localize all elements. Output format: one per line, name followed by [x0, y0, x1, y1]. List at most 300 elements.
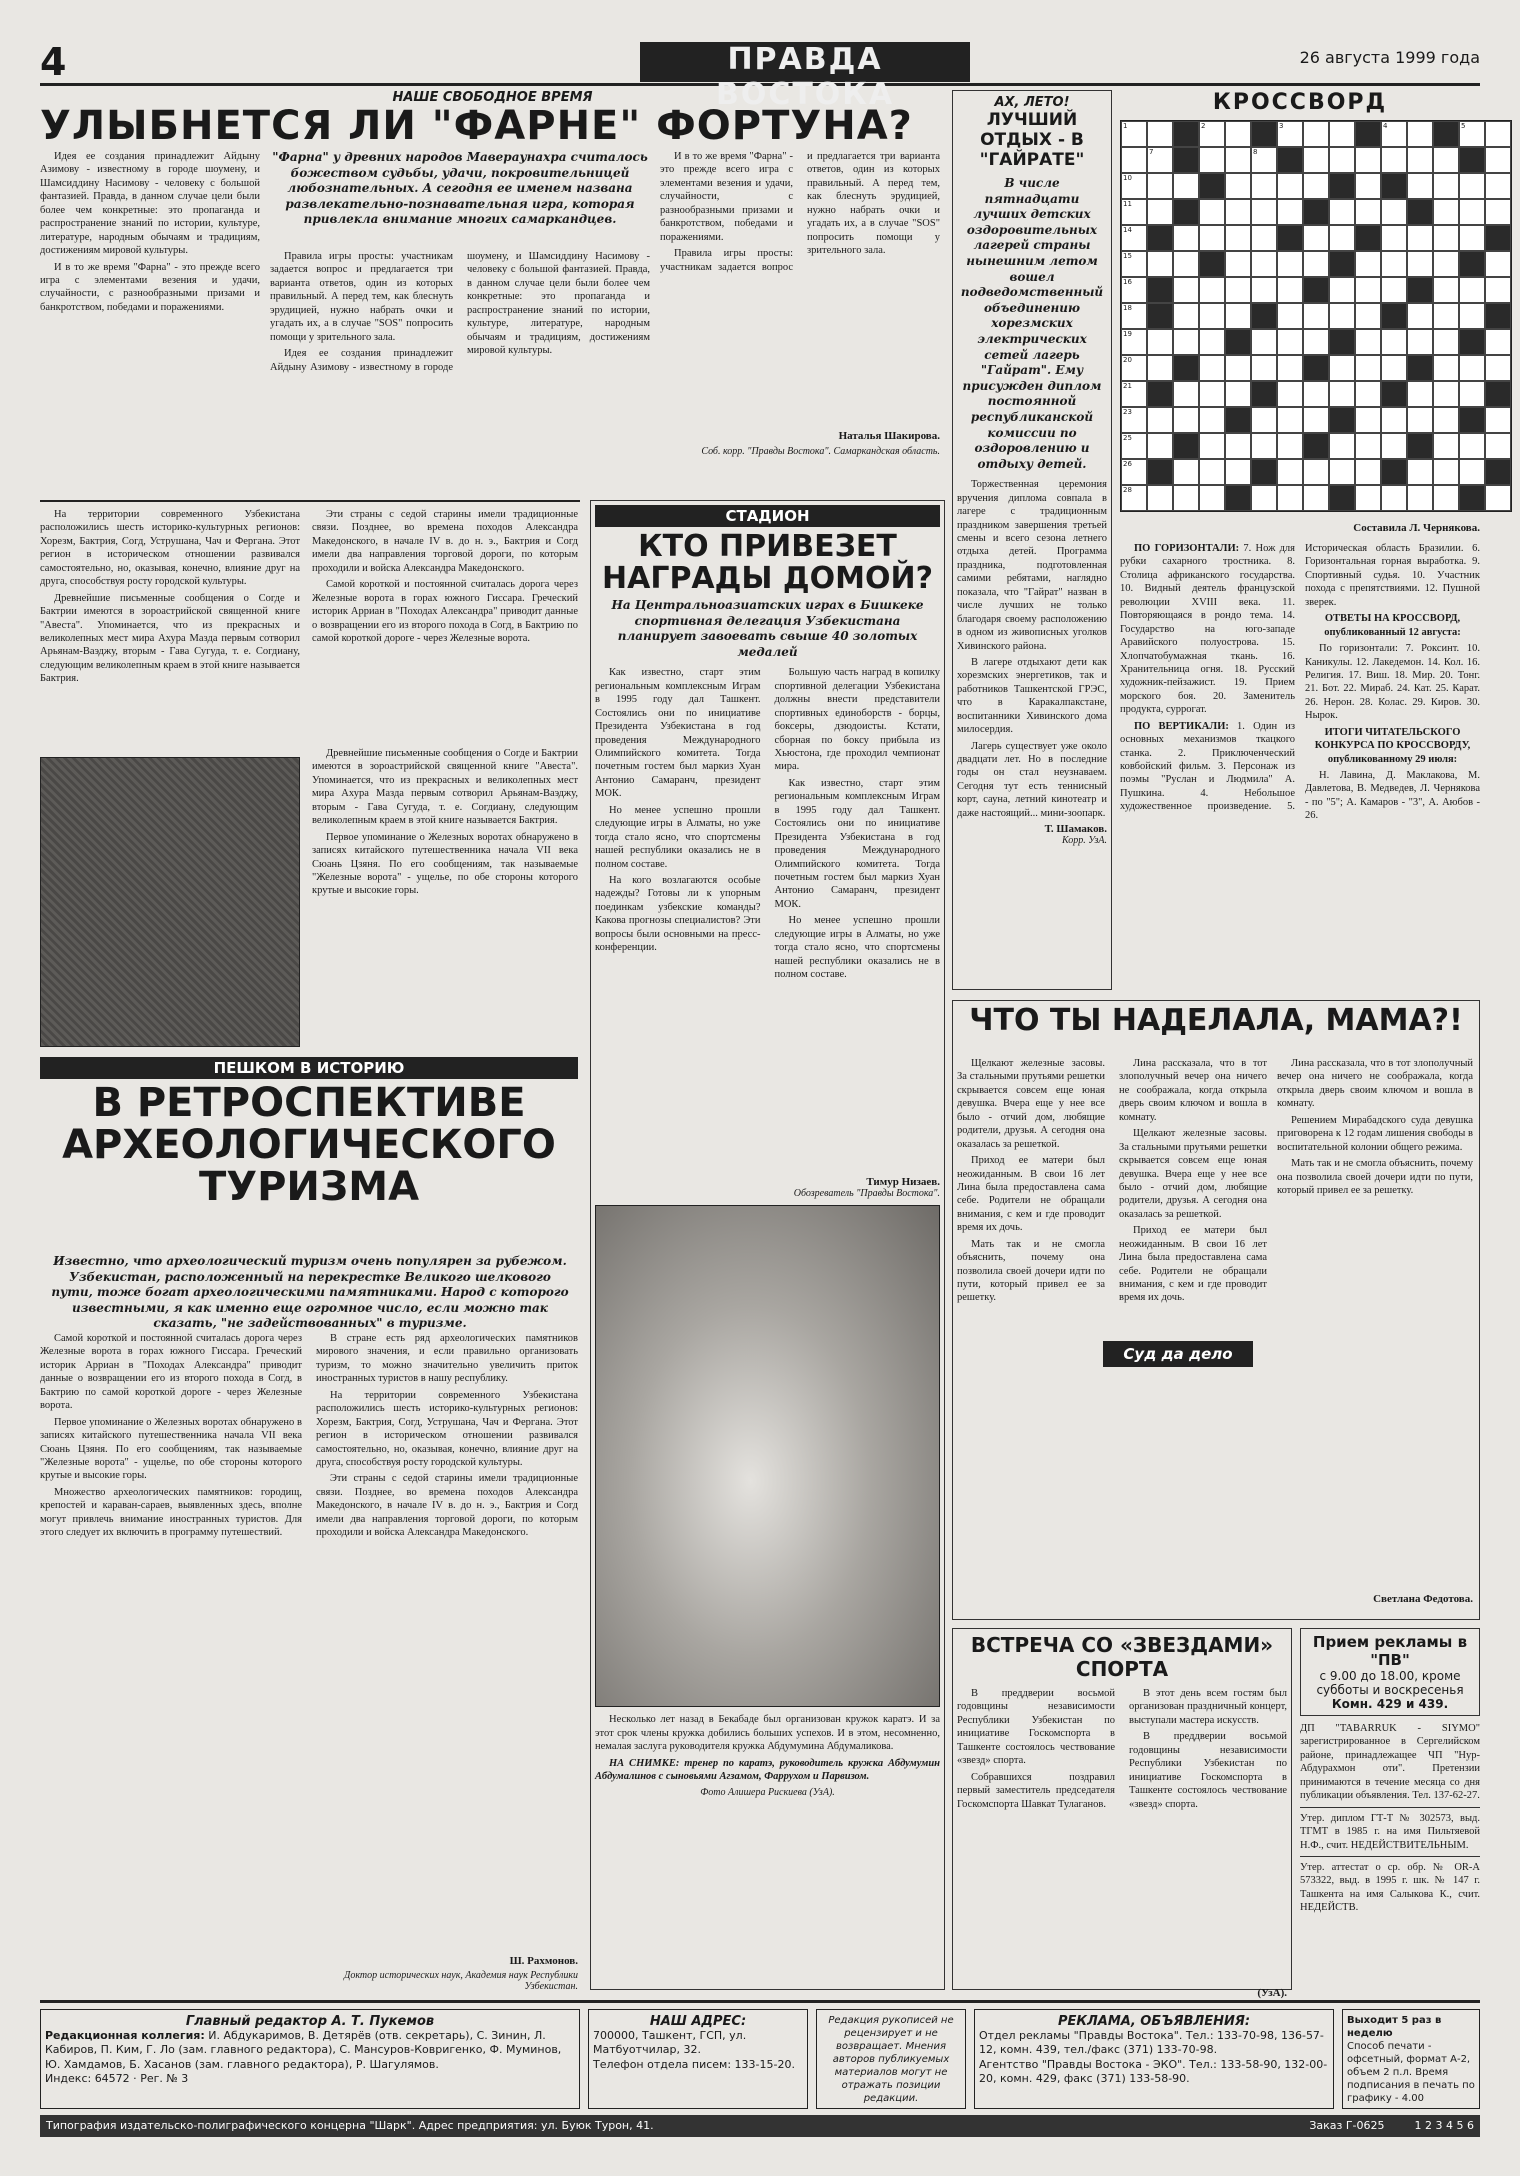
- crossword-cell: [1173, 459, 1199, 485]
- page-number: 4: [40, 40, 67, 84]
- crossword-cell: [1485, 199, 1511, 225]
- footer-ads-1: Отдел рекламы "Правды Востока". Тел.: 133-70-98, 136-57-12, комн. 439, тел./факс (371) 133-70-98.: [979, 2029, 1324, 2057]
- crossword-cell: [1381, 173, 1407, 199]
- crossword-cell: [1433, 355, 1459, 381]
- crossword-cell: [1459, 407, 1485, 433]
- crossword-cell: [1173, 355, 1199, 381]
- crossword-cell: [1329, 147, 1355, 173]
- crossword-cell: [1225, 277, 1251, 303]
- archaeology-paragraph: Эти страны с седой старины имели традиционные связи. Позднее, во времена походов Александра Македонского, в начале IV в. до н. э., Бактрия и Согд имели два направления торговой дороги, по которым проходили и войска Александра Македонского.: [316, 1473, 578, 1539]
- archaeology-title: [40, 1082, 578, 1247]
- crossword-cell: [1277, 251, 1303, 277]
- stars-article: [952, 1628, 1292, 1999]
- mama-paragraph: Приход ее матери был неожиданным. В свои 16 лет Лина была предоставлена сама себе. Родители не обращали внимания, с кем и где проводит время их дочь.: [957, 1155, 1105, 1234]
- crossword-cell: [1485, 251, 1511, 277]
- ad-reception-box: [1300, 1628, 1480, 1716]
- crossword-cell: [1303, 147, 1329, 173]
- crossword-cell: [1147, 277, 1173, 303]
- footer-address: 700000, Ташкент, ГСП, ул. Матбуотчилар, 32.: [593, 2029, 747, 2057]
- paper-name: ПРАВДА ВОСТОКА: [640, 42, 970, 82]
- crossword-cell: [1459, 225, 1485, 251]
- crossword-cell: [1485, 173, 1511, 199]
- crossword-cell: [1407, 251, 1433, 277]
- crossword-cell: 10: [1121, 173, 1147, 199]
- crossword-cell: [1225, 355, 1251, 381]
- crossword-cell: [1303, 433, 1329, 459]
- crossword-cell: 8: [1251, 147, 1277, 173]
- ads-column: [1300, 1628, 1480, 1990]
- archaeology-paragraph: Множество археологических памятников: городищ, крепостей и караван-сараев, выявленных здесь, вполне могут привлечь внимание иностранных туристов. Для этого следует их включить в программу путешествий.: [40, 1486, 302, 1539]
- crossword-cell: 21: [1121, 381, 1147, 407]
- crossword-cell: [1173, 277, 1199, 303]
- crossword-cell: [1381, 277, 1407, 303]
- crossword-cell: [1485, 277, 1511, 303]
- crossword-cell: [1225, 433, 1251, 459]
- crossword-cell: [1329, 251, 1355, 277]
- crossword-cell: [1147, 225, 1173, 251]
- footer-letters-phone: Телефон отдела писем: 133-15-20.: [593, 2057, 795, 2071]
- mama-signature: Светлана Федотова.: [1373, 1593, 1473, 1605]
- crossword-cell: 20: [1121, 355, 1147, 381]
- crossword-cell: [1355, 251, 1381, 277]
- crossword-cell: [1199, 459, 1225, 485]
- gairat-kicker: АХ, ЛЕТО!: [994, 95, 1070, 110]
- stars-paragraph: В преддверии восьмой годовщины независимости Республики Узбекистан по инициативе Госкомспорта в Ташкенте состоялось чествование «звезд» спорта.: [957, 1688, 1115, 1767]
- stadium-title: КТО ПРИВЕЗЕТ НАГРАДЫ ДОМОЙ?: [602, 529, 933, 596]
- crossword-cell: [1355, 277, 1381, 303]
- archaeology-signature-role: Доктор исторических наук, Академия наук Республики Узбекистан.: [344, 1970, 578, 1992]
- crossword-cell: 16: [1121, 277, 1147, 303]
- mama-paragraph: Приход ее матери был неожиданным. В свои 16 лет Лина была предоставлена сама себе. Родители не обращали внимания, с кем и где проводит время их дочь.: [1119, 1225, 1267, 1304]
- archaeology-body-4: [40, 1332, 578, 1972]
- ad-reception-room: Комн. 429 и 439.: [1331, 1697, 1449, 1711]
- crossword-cell: [1277, 329, 1303, 355]
- farna-paragraph: Правила игры просты: участникам задается вопрос и предлагается три варианта ответов, один из которых правильный. А перед тем, как блеснуть эрудицией, нужно набрать очки и угадать их, а в случае "SOS" попросить помощи у зрительного зала.: [660, 151, 940, 273]
- crossword-cell: [1355, 147, 1381, 173]
- farna-title: УЛЫБНЕТСЯ ЛИ "ФАРНЕ" ФОРТУНА?: [40, 103, 913, 149]
- crossword-answers-head: ОТВЕТЫ НА КРОССВОРД, опубликованный 12 августа:: [1324, 613, 1461, 638]
- crossword-cell: [1381, 355, 1407, 381]
- ad-reception-title: Прием рекламы в "ПВ": [1312, 1633, 1468, 1669]
- crossword-cell: [1485, 121, 1511, 147]
- crossword-cell: [1277, 277, 1303, 303]
- crossword-answers: По горизонтали: 7. Роксинт. 10. Каникулы. 12. Лакедемон. 14. Кол. 16. Религия. 17. Виш. 18. Мир. 20. Тонг. 21. Бот. 22. Мираб. 24. Кат. 25. Карат. 26. Нерон. 28. Колас. 29. Киров. 30. Нырок.: [1305, 643, 1480, 722]
- crossword-cell: [1433, 277, 1459, 303]
- stars-paragraph: Собравшихся поздравил первый заместитель председателя Госкомспорта Шавкат Тулаганов.: [957, 1771, 1115, 1810]
- farna-paragraph: Идея ее создания принадлежит Айдыну Азимову - известному в городе шоумену, и Шамсиддину Насимову - человеку с большой фантазией. Правда, в данном случае цели были более чем конкретные: это пропаганда и распространение знаний по истории, культуре, литературе, народным обычаям и традициям, достижениям мировой культуры.: [270, 251, 650, 373]
- karate-photo: [595, 1205, 940, 1707]
- crossword-cell: [1173, 433, 1199, 459]
- crossword-cell: [1277, 485, 1303, 511]
- crossword-cell: [1433, 381, 1459, 407]
- crossword-cell: [1251, 225, 1277, 251]
- mama-paragraph: Щелкают железные засовы. За стальными прутьями решетки скрывается совсем еще юная девушка. Вчера еще у нее все было - отчий дом, любящие родители, друзья. А сегодня она оказалась за решеткой.: [957, 1058, 1105, 1150]
- crossword-cell: [1225, 199, 1251, 225]
- footer-reg: Рег. № 3: [140, 2071, 189, 2085]
- crossword-cell: [1329, 407, 1355, 433]
- farna-paragraph: Правила игры просты: участникам задается вопрос и предлагается три варианта ответов, один из которых правильный. А перед тем, как блеснуть эрудицией, нужно набрать очки и угадать их, а в случае "SOS" попросить помощи у зрительного зала.: [270, 251, 453, 343]
- stadium-paragraph: Большую часть наград в копилку спортивной делегации Узбекистана должны внести представители спортивных единоборств - борцы, боксеры, дзюдоисты. Кстати, сборная по боксу прибыла из Хьюстона, где проходил чемпионат мира.: [774, 667, 940, 773]
- crossword-cell: [1355, 407, 1381, 433]
- crossword-cell: [1355, 459, 1381, 485]
- crossword-cell: [1485, 147, 1511, 173]
- footer-index: Индекс: 64572: [45, 2071, 130, 2085]
- crossword-cell: [1355, 485, 1381, 511]
- footer-address-head: НАШ АДРЕС:: [649, 2014, 747, 2029]
- archaeology-paragraph: Самой короткой и постоянной считалась дорога через Железные ворота в горах южного Гиссара. Греческий историк Арриан в "Походах Александра" приводит данные о возвращении его из второго похода в Согд, в Бактрию по самой короткой дороге - через Железные ворота.: [312, 579, 578, 644]
- crossword-cell: [1147, 485, 1173, 511]
- archaeology-title-line: ТУРИЗМА: [198, 1164, 420, 1210]
- archaeology-signature: Ш. Рахмонов.: [509, 1955, 578, 1967]
- crossword-cell: [1225, 173, 1251, 199]
- archaeology-paragraph: Эти страны с седой старины имели традиционные связи. Позднее, во времена походов Александра Македонского, в начале IV в. до н. э., Бактрия и Согд имели два направления торговой дороги, по которым проходили и войска Александра Македонского.: [312, 509, 578, 574]
- crossword-cell: [1225, 407, 1251, 433]
- crossword-cell: [1251, 381, 1277, 407]
- crossword-cell: [1147, 329, 1173, 355]
- crossword-cell: [1381, 433, 1407, 459]
- footer-schedule-box: [1342, 2009, 1480, 2109]
- crossword-cell: [1407, 355, 1433, 381]
- crossword-cell: [1459, 329, 1485, 355]
- farna-paragraph: И в то же время "Фарна" - это прежде всего игра с элементами везения и удачи, случайности, с разнообразными призами и банкротством, победами и поражениями.: [660, 151, 793, 243]
- court-band: Суд да дело: [1103, 1341, 1253, 1367]
- crossword-cell: [1459, 277, 1485, 303]
- farna-paragraph: Идея ее создания принадлежит Айдыну Азимову - известному в городе шоумену, и Шамсиддину Насимову - человеку с большой фантазией. Правда, в данном случае цели были более чем конкретные: это пропаганда и распространение знаний по истории, культуре, литературе, народным обычаям и традициям, достижениям мировой культуры.: [40, 151, 260, 257]
- crossword-cell: [1329, 485, 1355, 511]
- crossword-cell: [1251, 121, 1277, 147]
- crossword-cell: [1251, 173, 1277, 199]
- crossword-cell: [1433, 173, 1459, 199]
- crossword-cell: [1277, 303, 1303, 329]
- crossword-cell: [1277, 199, 1303, 225]
- stars-title: ВСТРЕЧА СО «ЗВЕЗДАМИ» СПОРТА: [970, 1633, 1274, 1681]
- crossword-cell: [1329, 329, 1355, 355]
- crossword-vertical-clues: 1. Один из основных механизмов ткацкого станка. 2. Приключенческий ковбойский фильм. 3. Персонаж из поэмы "Руслан и Людмила" А. Пушкина. 4. Небольшое художественное произведение. 5. Историческая область Бразилии. 6. Горизонтальная горная выработка. 9. Спортивный судья. 10. Участник похода с препятствиями. 12. Пушной зверек.: [1120, 543, 1480, 813]
- farna-signature: Наталья Шакирова.: [838, 430, 940, 442]
- crossword-cell: [1147, 251, 1173, 277]
- crossword-cell: [1173, 225, 1199, 251]
- gairat-signature: Т. Шамаков.: [1044, 823, 1107, 836]
- crossword-cell: [1381, 147, 1407, 173]
- crossword-cell: [1199, 381, 1225, 407]
- crossword-cell: [1459, 303, 1485, 329]
- archaeology-paragraph: Самой короткой и постоянной считалась дорога через Железные ворота в горах южного Гиссара. Греческий историк Арриан в "Походах Александра" приводит данные о возвращении его из второго похода в Согд, в Бактрию по самой короткой дороге - через Железные ворота.: [40, 1333, 302, 1412]
- crossword-cell: 23: [1121, 407, 1147, 433]
- crossword-cell: 28: [1121, 485, 1147, 511]
- ad-reception-hours: с 9.00 до 18.00, кроме субботы и воскресенья: [1316, 1669, 1464, 1697]
- crossword-cell: [1303, 173, 1329, 199]
- gairat-paragraph: Лагерь существует уже около двадцати лет. Но в последние годы он стал неузнаваем. Сегодня тут есть теннисный корт, сауна, летний кинотеатр и даже настоящий... мини-зоопарк.: [957, 740, 1107, 819]
- crossword-cell: [1407, 225, 1433, 251]
- gairat-paragraph: В лагере отдыхают дети как хорезмских энергетиков, так и работников Ташкентской ГРЭС, что в Каракалпакстане, воспитанники Хивинского дома милосердия.: [957, 656, 1107, 736]
- crossword-cell: [1199, 485, 1225, 511]
- stadium-photo-credit: Фото Алишера Рискиева (УзА).: [700, 1786, 835, 1798]
- crossword-cell: 5: [1459, 121, 1485, 147]
- crossword-cell: [1251, 277, 1277, 303]
- crossword-cell: [1329, 303, 1355, 329]
- stadium-paragraph: Но менее успешно прошли следующие игры в Алматы, но уже тогда стало ясно, что спортсмены нашей республики оказались не в полном составе.: [774, 915, 940, 980]
- stadium-signature-role: Обозреватель "Правды Востока".: [793, 1188, 940, 1200]
- crossword-cell: [1199, 147, 1225, 173]
- crossword-cell: [1381, 199, 1407, 225]
- stadium-paragraph: На кого возлагаются особые надежды? Готовы ли к упорным поединкам узбекские команды? Какова прогнозы специалистов? Эти вопросы были основными на пресс-конференции.: [595, 874, 761, 954]
- crossword-cell: [1381, 225, 1407, 251]
- stadium-paragraph: Но менее успешно прошли следующие игры в Алматы, но уже тогда стало ясно, что спортсмены нашей республики оказались не в полном составе.: [595, 804, 761, 870]
- archaeology-title-line: В РЕТРОСПЕКТИВЕ: [92, 1080, 526, 1126]
- crossword-cell: [1225, 329, 1251, 355]
- crossword-cell: [1329, 225, 1355, 251]
- crossword-cell: [1459, 147, 1485, 173]
- footer-address-box: [588, 2009, 808, 2109]
- mama-body-2: [1277, 1057, 1473, 1577]
- mama-paragraph: Лина рассказала, что в тот злополучный вечер она ничего не соображала, когда открыла дверь своим ключом и вошла в комнату.: [1277, 1058, 1473, 1110]
- crossword-cell: [1173, 329, 1199, 355]
- crossword-cell: [1433, 121, 1459, 147]
- crossword-cell: [1407, 199, 1433, 225]
- crossword-cell: [1303, 121, 1329, 147]
- crossword-cell: [1355, 355, 1381, 381]
- crossword-contest-head: ИТОГИ ЧИТАТЕЛЬСКОГО КОНКУРСА ПО КРОССВОРДУ, опубликованному 29 июля:: [1314, 726, 1471, 765]
- crossword-cell: [1147, 407, 1173, 433]
- stars-signature: (УзА).: [1257, 1987, 1287, 1999]
- crossword-cell: [1407, 485, 1433, 511]
- archaeology-paragraph: Первое упоминание о Железных воротах обнаружено в записях китайского путешественника начала VII века Сюань Цзяня. По его сообщениям, так называемые "Железные ворота" - ущелье, по обе стороны которого крутые и высокие горы.: [312, 831, 578, 897]
- gairat-article: [952, 90, 1112, 990]
- archaeology-paragraph: Древнейшие письменные сообщения о Согде и Бактрии имеются в зороастрийской священной книге "Авеста". Упоминается, что из прекрасных и великолепных мест мира Ахура Мазда первым сотворил Арьянам-Ваэджу, вторым - Гава Сугуда, т. е. Согдиану, следующим великолепным краем в этой книге называется Бактрия.: [40, 592, 300, 685]
- crossword-cell: [1329, 121, 1355, 147]
- crossword-cell: [1355, 329, 1381, 355]
- stadium-paragraph: Как известно, старт этим региональным комплексным Играм в 1995 году дал Ташкент. Состоялись они по инициативе Президента Узбекистана в год проведения Международного Олимпийского комитета. Тогда почетным гостем был маркиз Хуан Антонио Самаранч, президент МОК.: [774, 777, 940, 910]
- crossword-cell: [1407, 303, 1433, 329]
- crossword-cell: [1355, 381, 1381, 407]
- archaeology-article: [40, 500, 580, 1990]
- crossword-cell: [1147, 303, 1173, 329]
- footer-print-method: Способ печати - офсетный, формат А-2, объем 2 п.л. Время подписания в печать по графику - 4.00: [1347, 2041, 1475, 2104]
- crossword-cell: [1485, 407, 1511, 433]
- farna-paragraph: И в то же время "Фарна" - это прежде всего игра с элементами везения и удачи, случайности, с разнообразными призами и банкротством, победами и поражениями.: [40, 261, 260, 313]
- crossword-cell: [1251, 485, 1277, 511]
- crossword-cell: [1303, 303, 1329, 329]
- crossword-cell: [1225, 251, 1251, 277]
- crossword-cell: [1407, 381, 1433, 407]
- crossword-cell: [1225, 459, 1251, 485]
- footer-schedule: Выходит 5 раз в неделю: [1347, 2015, 1442, 2039]
- crossword-cell: [1199, 251, 1225, 277]
- crossword-cell: [1485, 485, 1511, 511]
- crossword-cell: [1199, 355, 1225, 381]
- crossword-cell: [1147, 355, 1173, 381]
- crossword-cell: [1329, 173, 1355, 199]
- crossword-vertical-head: ПО ВЕРТИКАЛИ:: [1134, 720, 1229, 732]
- crossword-cell: [1381, 303, 1407, 329]
- crossword-cell: [1251, 407, 1277, 433]
- crossword-cell: [1303, 355, 1329, 381]
- stadium-kicker: СТАДИОН: [595, 505, 940, 527]
- crossword-cell: [1407, 121, 1433, 147]
- crossword-cell: [1173, 407, 1199, 433]
- crossword-cell: [1407, 277, 1433, 303]
- crossword-cell: [1329, 355, 1355, 381]
- issue-date: 26 августа 1999 года: [1299, 48, 1480, 67]
- crossword-horizontal-clues: 7. Нож для рубки сахарного тростника. 8. Столица африканского государства. 10. Видный деятель французской революции XVIII века. 11. Повторяющаяся в рондо тема. 14. Государство на юго-западе Аравийского полуострова. 15. Хлопчатобумажная ткань. 16. Хранительница огня. 18. Русский художник-пейзажист. 19. Прием морского боя. 20. Заменитель продукта, суррогат.: [1120, 543, 1295, 716]
- crossword-cell: [1485, 459, 1511, 485]
- footer: [40, 2000, 1480, 2140]
- mama-title: ЧТО ТЫ НАДЕЛАЛА, МАМА?!: [969, 1003, 1463, 1038]
- crossword-cell: [1433, 329, 1459, 355]
- ad-notice-2: Утер. диплом ГТ-Т № 302573, выд. ТГМТ в 1985 г. на имя Пильтяевой Н.Ф., счит. НЕДЕЙСТВИТЕЛЬНЫМ.: [1300, 1812, 1480, 1857]
- crossword-cell: [1277, 355, 1303, 381]
- stadium-caption-2: НА СНИМКЕ: тренер по каратэ, руководитель кружка Абдумумин Абдумалинов с сыновьями Агзамом, Фаррухом и Парвизом.: [595, 1757, 940, 1783]
- crossword-contest: Н. Лавина, Д. Маклакова, М. Давлетова, В. Медведев, Л. Чернякова - по "5"; А. Камаров - "3", А. Аюбов - 26.: [1305, 770, 1480, 822]
- archaeology-body-1: [40, 508, 300, 753]
- ad-notice-1: ДП "TABARRUK - SIYMO" зарегистрированное в Сергелийском районе, принадлежащее ЧП "Нур-Абдурахмон оти". Претензии принимаются в течение месяца со дня публикации объявления. Тел. 137-62-27.: [1300, 1722, 1480, 1808]
- crossword-grid: [1120, 120, 1512, 512]
- footer-editor: Главный редактор А. Т. Пукемов: [185, 2014, 435, 2029]
- crossword-cell: 14: [1121, 225, 1147, 251]
- footer-order: Заказ Г-0625: [1309, 2119, 1385, 2132]
- crossword-cell: [1251, 355, 1277, 381]
- crossword-cell: [1485, 303, 1511, 329]
- crossword-cell: [1277, 173, 1303, 199]
- crossword-cell: [1485, 225, 1511, 251]
- farna-lead: "Фарна" у древних народов Мавераунахра считалось божеством судьбы, удачи, покровительницей любознательных. А сегодня ее именем названа развлекательно-познавательная игра, которая привлекла внимание многих самаркандцев.: [272, 150, 648, 227]
- crossword-cell: [1173, 381, 1199, 407]
- crossword-cell: [1329, 277, 1355, 303]
- crossword-cell: [1251, 251, 1277, 277]
- crossword-cell: [1173, 173, 1199, 199]
- footer-ads-head: РЕКЛАМА, ОБЪЯВЛЕНИЯ:: [1057, 2014, 1251, 2029]
- crossword-cell: [1199, 329, 1225, 355]
- crossword-cell: [1199, 173, 1225, 199]
- archaeology-body-3: [312, 747, 578, 1047]
- crossword-cell: [1173, 199, 1199, 225]
- stars-paragraph: В этот день всем гостям был организован праздничный концерт, выступали мастера искусств.: [1129, 1688, 1287, 1726]
- crossword-cell: [1407, 433, 1433, 459]
- crossword-cell: [1459, 251, 1485, 277]
- crossword-cell: [1433, 485, 1459, 511]
- footer-editorial-box: Главный редактор А. Т. Пукемов Редакционная коллегия: И. Абдукаримов, В. Детярёв (отв. секретарь), С. Зинин, Л. Кабиров, П. Ким, Г. Ло (зам. главного редактора), С. Мансуров-Ковригенко, Ф. Муминов, Ю. Хамдамов, Б. Хасанов (зам. главного редактора), Р. Шагулямов. Индекс: 64572 · Рег. № 3: [40, 2009, 580, 2109]
- crossword-cell: [1277, 433, 1303, 459]
- crossword-cell: 3: [1277, 121, 1303, 147]
- crossword-cell: [1277, 225, 1303, 251]
- archaeology-paragraph: На территории современного Узбекистана расположились шесть историко-культурных регионов: Хорезм, Бактрия, Согд, Уструшана, Чач и Фергана. Этот регион в историческом отношении развивался самостоятельно, но, оказывая, конечно, влияние друг на друга, способствуя росту городской культуры.: [316, 1389, 578, 1468]
- crossword-cell: [1355, 173, 1381, 199]
- mama-body-1: [957, 1057, 1267, 1617]
- crossword-cell: 15: [1121, 251, 1147, 277]
- crossword-clues: [1120, 542, 1480, 987]
- footer-days: 1 2 3 4 5 6: [1414, 2119, 1474, 2132]
- crossword-cell: [1381, 251, 1407, 277]
- crossword-cell: [1433, 407, 1459, 433]
- footer-printer-strip: [40, 2115, 1480, 2137]
- crossword-cell: [1459, 199, 1485, 225]
- crossword-cell: 1: [1121, 121, 1147, 147]
- farna-body-1: [40, 150, 260, 480]
- crossword-cell: [1381, 485, 1407, 511]
- crossword-cell: [1381, 407, 1407, 433]
- crossword-cell: [1251, 329, 1277, 355]
- archaeology-paragraph: Первое упоминание о Железных воротах обнаружено в записях китайского путешественника начала VII века Сюань Цзяня. По его сообщениям, так называемые "Железные ворота" - ущелье, по обе стороны которого крутые и высокие горы.: [40, 1416, 302, 1482]
- crossword-cell: 2: [1199, 121, 1225, 147]
- crossword-cell: [1433, 459, 1459, 485]
- crossword-cell: [1485, 433, 1511, 459]
- crossword-cell: [1303, 251, 1329, 277]
- archaeology-kicker: ПЕШКОМ В ИСТОРИЮ: [40, 1057, 578, 1079]
- crossword-cell: 4: [1381, 121, 1407, 147]
- crossword-cell: [1251, 433, 1277, 459]
- crossword-cell: [1225, 303, 1251, 329]
- farna-article: [40, 90, 945, 490]
- crossword-cell: [1485, 381, 1511, 407]
- footer-printer: Типография издательско-полиграфического концерна "Шарк". Адрес предприятия: ул. Буюк Турон, 41.: [46, 2119, 654, 2132]
- crossword-cell: [1355, 303, 1381, 329]
- ad-notice-3: Утер. аттестат о ср. обр. № ОR-A 573322, выд. в 1995 г. шк. № 147 г. Ташкента на имя Салыкова К., счит. НЕДЕЙСТВ.: [1300, 1861, 1480, 1914]
- crossword-cell: [1407, 147, 1433, 173]
- crossword-cell: [1277, 459, 1303, 485]
- crossword-section: [1120, 90, 1480, 990]
- footer-ads-box: [974, 2009, 1334, 2109]
- crossword-cell: [1303, 381, 1329, 407]
- crossword-cell: [1381, 329, 1407, 355]
- crossword-cell: [1303, 329, 1329, 355]
- crossword-cell: [1329, 459, 1355, 485]
- crossword-horizontal-head: ПО ГОРИЗОНТАЛИ:: [1134, 543, 1240, 554]
- crossword-cell: [1407, 329, 1433, 355]
- crossword-cell: [1225, 121, 1251, 147]
- stadium-body: [595, 666, 940, 1176]
- crossword-cell: [1251, 459, 1277, 485]
- crossword-cell: [1355, 225, 1381, 251]
- archaeology-paragraph: В стране есть ряд археологических памятников мирового значения, и если правильно организовать туризм, то можно значительно увеличить приток иностранных туристов в нашу республику.: [316, 1333, 578, 1385]
- crossword-cell: [1433, 433, 1459, 459]
- stadium-article: [590, 500, 945, 1990]
- archaeology-title-line: АРХЕОЛОГИЧЕСКОГО: [62, 1122, 556, 1168]
- crossword-cell: [1225, 147, 1251, 173]
- crossword-cell: [1407, 459, 1433, 485]
- gairat-lead: В числе пятнадцати лучших детских оздоровительных лагерей страны нынешним летом вошел подведомственный объединению хорезмских электрических сетей лагерь "Гайрат". Ему присужден диплом постоянной республиканской комиссии по оздоровлению и отдыху детей.: [960, 176, 1104, 471]
- crossword-cell: [1225, 225, 1251, 251]
- crossword-cell: [1303, 277, 1329, 303]
- crossword-cell: [1199, 225, 1225, 251]
- footer-board-label: Редакционная коллегия:: [45, 2029, 205, 2042]
- excavation-photo: [40, 757, 300, 1047]
- crossword-cell: [1173, 485, 1199, 511]
- crossword-cell: [1173, 147, 1199, 173]
- crossword-cell: [1433, 225, 1459, 251]
- crossword-title: КРОССВОРД: [1212, 90, 1388, 115]
- crossword-cell: [1173, 121, 1199, 147]
- stadium-caption: Несколько лет назад в Бекабаде был организован кружок каратэ. И за этот срок члены кружка добились больших успехов. И в этом, несомненно, немалая заслуга руководителя кружка Абдумумина Абдумаликова.: [595, 1714, 940, 1753]
- archaeology-paragraph: На территории современного Узбекистана расположились шесть историко-культурных регионов: Хорезм, Бактрия, Согд, Уструшана, Чач и Фергана. Этот регион в историческом отношении развивался самостоятельно, но, оказывая, конечно, влияние друг на друга, способствуя росту городской культуры.: [40, 509, 300, 588]
- stadium-signature: Тимур Низаев.: [866, 1176, 940, 1189]
- crossword-cell: [1407, 173, 1433, 199]
- crossword-cell: 25: [1121, 433, 1147, 459]
- gairat-paragraph: Торжественная церемония вручения диплома совпала в лагере с традиционным праздником завершения третьей смены и всего сезона летнего отдыха детей. Программа праздника, подготовленная самими ребятами, наглядно показала, что "Гайрат" назван в числе лучших не только благодаря своему расположению в одном из живописных уголков Хивинского района.: [957, 479, 1107, 652]
- crossword-cell: [1303, 485, 1329, 511]
- crossword-cell: [1381, 381, 1407, 407]
- crossword-cell: [1225, 381, 1251, 407]
- crossword-cell: [1147, 173, 1173, 199]
- footer-ads-2: Агентство "Правды Востока - ЭКО". Тел.: 133-58-90, 132-00-20, комн. 429, факс (371) 133-58-90.: [979, 2057, 1328, 2085]
- crossword-cell: [1459, 355, 1485, 381]
- crossword-cell: [1381, 459, 1407, 485]
- crossword-cell: [1407, 407, 1433, 433]
- crossword-cell: [1147, 121, 1173, 147]
- farna-signature-role: Соб. корр. "Правды Востока". Самаркандская область.: [701, 446, 940, 457]
- farna-kicker: НАШЕ СВОБОДНОЕ ВРЕМЯ: [392, 90, 593, 105]
- crossword-cell: [1199, 199, 1225, 225]
- crossword-cell: [1355, 199, 1381, 225]
